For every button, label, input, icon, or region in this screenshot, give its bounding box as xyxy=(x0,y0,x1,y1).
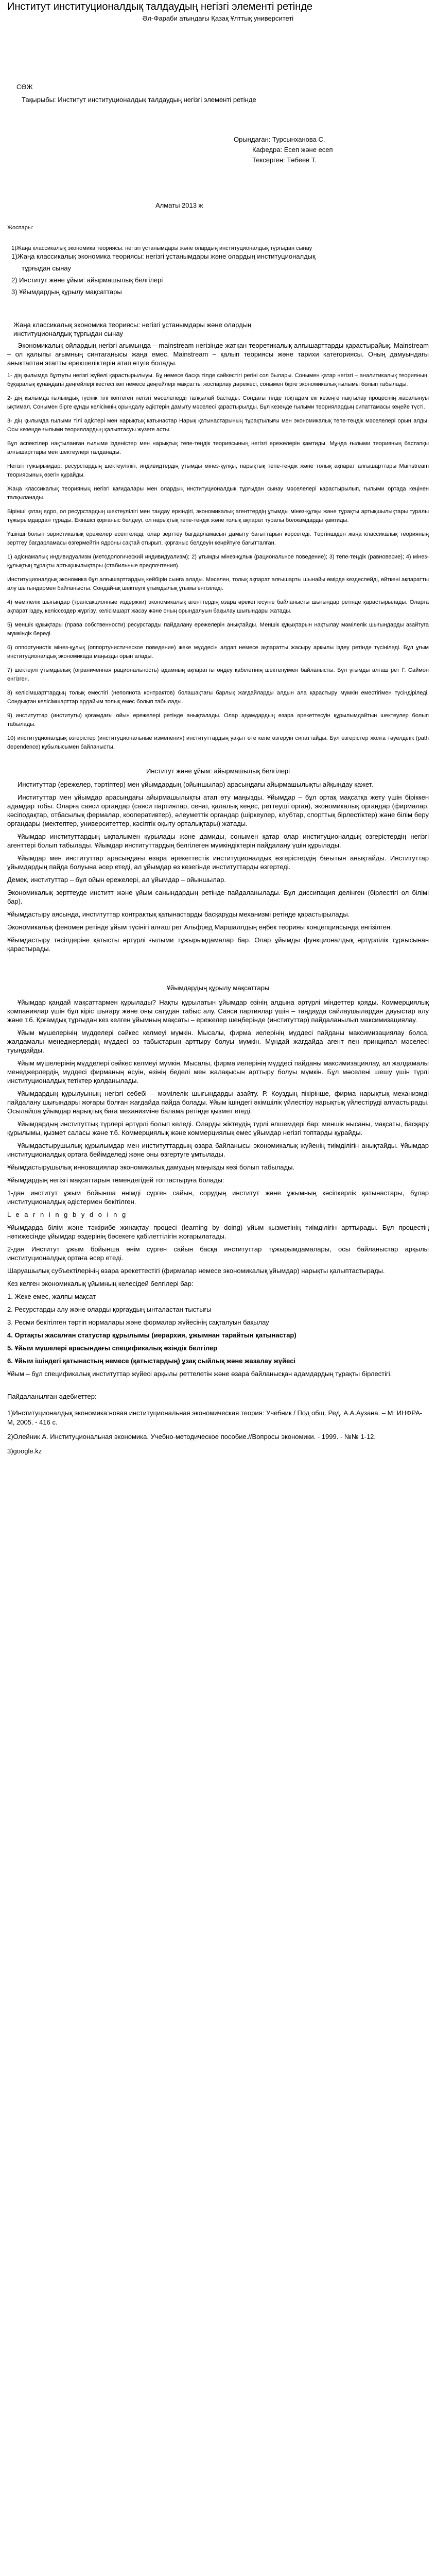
section-3-paragraph: Кез келген экономикалық ұйымның келесідей белгілері бар: xyxy=(7,1280,194,1287)
srs-label: СӨЖ xyxy=(16,83,33,91)
section-1-paragraph: Жаңа классикалық теорияның негізгі қағидалары мен олардың институционалдық тұрғыдан сынау мәселелері қарастырылып, ғылыми ортада кеңінен талқыланады. xyxy=(7,486,429,501)
teacher-line: Тексерген: Тәбеев Т. xyxy=(252,156,317,164)
feature-item: 1. Жеке емес, жалпы мақсат xyxy=(7,1293,96,1300)
toc-title: Жоспары: xyxy=(7,225,33,231)
feature-item: 2. Ресурстарды алу және оларды қорғаудың ынталастан тыстығы xyxy=(7,1306,212,1313)
toc-item-3: 3) Ұйымдардың құрылу мақсаттары xyxy=(11,288,122,296)
section-3-paragraph: Ұйымдардың институттық түрлері әртүрлі болып келеді. Оларды жіктеудің түрлі өлшемдері бар: меншік нысаны, мақсаты, басқару құрылымы, қызмет саласы және т.б. Коммерциялық және коммерциялық емес ұйымдар негізгі топтарды құрайды. xyxy=(7,1120,429,1137)
reference-item: 3)google.kz xyxy=(7,1447,42,1455)
document-page xyxy=(0,1,436,1456)
section-1-paragraph: 6) оппортунистік мінез-құлық (оппортунистическое поведение) жеке мүддесін алдап немесе ақпаратты жасыру арқылы іздеу ретінде түсініледі. Бұл ұғым институционалдық экономикада маңызды орын алады. xyxy=(7,645,429,659)
feature-item: 3. Ресми бекітілген тәртіп нормалары және формалар жүйесінің сақталуын бақылау xyxy=(7,1318,269,1326)
section-1-paragraph: Экономикалық ойлардың негізгі ағымында – mainstream негізінде жатқан теоретикалық алғышарттарды қарастырайық. Mainstream – ол қалыпы ағымның синтаганысы жаңа емес. Mainstream – қалып теориясы және тарихи категориясы. Оның дамуындағы аныктаптан этапты ерекшеліктерін атап өтуге болады. xyxy=(7,342,429,367)
section-1-paragraph: Бірінші қатаң ядро, ол ресурстардың шектеулілігі мен таңдау еркіндігі, экономикалық агенттердің ұтымды мінез-құлқы және тұрақты артықшылықтары туралы тұжырымдардан тұрады. Екіншісі қорғаныс белдеуі, ол нарықтық тепе-теңдік және толық ақпарат туралы болжамдарды қамтиды. xyxy=(7,509,429,523)
section-3-paragraph: Ұйымдарда білім және тәжірибе жинақтау процесі (learning by doing) ұйым қызметінің тиімділігін арттырады. Бұл процестің нәтижесінде ұйымдар өздерінің бәсекеге қабілеттілігін жоғарылатады. xyxy=(7,1224,429,1240)
section-3 xyxy=(7,984,429,1378)
learning-by-doing-line: L e a r n i n g b y d o i n g xyxy=(7,1211,128,1218)
section-1-paragraph: 7) шектеулі ұтымдылық (ограниченная рациональность) адамның ақпаратты өңдеу қабілетінің шектелуімен байланысты. Бұл ұғымды алғаш рет Г. Саймон енгізген. xyxy=(7,667,429,682)
section-1-paragraph: Бұл аспектілер нақтыланған ғылыми ізденістер мен нарықтық тепе-теңдік теориясының негізгі ережелерін қамтиды. Мұнда ғылыми теорияның бастапқы алғышарттары мен шектеулері талданады. xyxy=(7,440,429,455)
section-3-paragraph: Ұйымдастырушылық инновациялар экономикалық дамудың маңызды көзі болып табылады. xyxy=(7,1163,295,1171)
section-3-paragraph: Ұйымдар қандай мақсаттармен құрылады? Нақты құрылатын ұйымдар өзінің алдына әртүрлі міндеттер қояды. Коммерциялық компаниялар үшін бұл кіріс шығару және оны сатудан табыс алу. Саяси партиялар үшін – таңдауда сайлаушылардан дауыстар алу және т.б. Қоғамдық тұрғыдан кез келген ұйымның мақсаты – ережелер шеңберінде (институттар) пайдаланылып максимизациялау. xyxy=(7,998,429,1024)
section-2-paragraph: Экономикалық зерттеуде инститт және ұйым санындардың ретінде пайдаланылады. Бұл диссипация делінген (бірлестігі ол білімі бар). xyxy=(7,889,429,905)
section-1-paragraph: 5) меншік құқықтары (права собственности) ресурстарды пайдалану ережелерін анықтайды. Меншік құқықтарын нақтылау мәмілелік шығындарды азайтуға мүмкіндік береді. xyxy=(7,622,429,637)
section-1-paragraph: Үшінші болып эвристикалық ережелер есептеледі, олар зерттеу бағдарламасын дамыту бағыттарын көрсетеді. Төртіншіден жаңа классикалық теорияның зерттеу бағдарламасы өзгермейтін ядроны сақтай отырып, қорғаныс белдеуін кеңейтуге бағытталған. xyxy=(7,531,429,546)
reference-item: 1)Институционалдық экономика:новая институциональная экономическая теория: Учебник / Под общ. Ред. А.А.Аузана. – М: ИНФРА-М, 2005. - 416 с. xyxy=(7,1409,423,1426)
section-2-paragraph: Экономикалық феномен ретінде ұйым түсінігі алғаш рет Альфред Маршаллдың еңбек теорияы концепциясында енгізілген. xyxy=(7,923,392,931)
university-name: Әл-Фараби атындағы Қазақ Ұлттық университеті xyxy=(142,14,294,22)
section-1 xyxy=(7,320,429,752)
section-3-paragraph: Ұйым мүшелерінің мүдделері сәйкес келмеуі мүмкін. Мысалы, фирма иелерінің мүддесі пайданы максимизациялау болса, жалдамалы менеджерлердің мүддесі өз табыстарын арттыру болуы мүмкін. Мұндай жағдайда агент пен принципал мәселесі туындайды. xyxy=(7,1029,429,1054)
section-1-heading-line2: институционалдық тұрғыдан сынау xyxy=(13,330,123,337)
toc-item-1-small: 1)Жаңа классикалық экономика теориясы: негізгі ұстанымдары және олардың институционалдық тұрғыдан сынау xyxy=(11,245,312,251)
section-1-paragraph: 3- дің қылымда ғылыми тілі әдістері мен нарықтық қатынастар Нарық қатынастарының тұрақтылығы мен экономикалық тепе-теңдік мәселелері орын алды. Осы кезеңде ғылыми теориялардың қалыптасуы жүзеге асты. xyxy=(7,418,429,433)
section-3-paragraph: Шаруашылық субъектілерінің өзара әрекеттестігі (фирмалар немесе экономикалық ұйымдар) нарықты қалыптастырады. xyxy=(7,1267,385,1275)
document-title: Институт институционалдық талдаудың негізгі элементі ретінде xyxy=(7,1,313,12)
topic-line: Тақырыбы: Институт институционалдық талдаудың негізгі элементі ретінде xyxy=(22,96,256,104)
section-2-paragraph: Демек, институттар – бұл ойын ережелері, ал ұйымдар – ойыншылар. xyxy=(7,876,226,884)
feature-item: 5. Ұйым мүшелері арасындағы спецификалық өзіндік белгілер xyxy=(7,1344,218,1352)
section-1-heading xyxy=(13,320,429,338)
section-2-heading: Институт және ұйым: айырмашылық белгілері xyxy=(146,767,290,775)
section-3-paragraph: 1-дан институт ұжым бойынша өнімді сүрген сайын, сорудың институт және ұжымның кәсіпкерлік қатынастары, бұлар институционалдық әдістермен бекітілген. xyxy=(7,1189,429,1206)
section-2-paragraph: Институттар мен ұйымдар арасындағы айырмашылықты атап өту маңызды. Ұйымдар – бұл ортақ мақсатқа жету үшін біріккен адамдар тобы. Оларға саяси органдар (саяси партиялар, сенат, қалалық кеңес, реттеуші орган), экономикалық органдар (фирмалар, кәсіподақтар, отбасылық фермалар, кооперативтер), әлеуметтік органдар (шіркеулер, клубтар, спорттық бірлестіктер) және білім беру органдары (мектептер, университеттер, кәсіптік оқыту орталықтары) жатады. xyxy=(7,793,429,827)
toc-item-1-sub: тұрғыдан сынау xyxy=(22,264,71,272)
section-1-paragraph: 8) келісімшарттардың толық еместігі (неполнота контрактов) болашақтағы барлық жағдайларды алдын ала қарастыру мүмкін еместігімен түсіндіріледі. Сондықтан келісімшарттар әрдайым толық емес болып табылады. xyxy=(7,690,429,705)
section-3-heading: Ұйымдардың құрылу мақсаттары xyxy=(166,984,270,992)
section-2-paragraph: Ұйымдастыру аясында, институттар контрактық қатынастарды басқаруды механизмі ретінде қарастырылады. xyxy=(7,910,350,918)
section-2-paragraph: Институттар (ережелер, тәртіптер) мен ұйымдардың (ойыншылар) арасындағы айырмашылықты айқындау қажет. xyxy=(18,781,373,788)
references-title: Пайдаланылған әдебиеттер: xyxy=(7,1393,97,1400)
section-1-paragraph: 1) әдіснамалық индивидуализм (методологический индивидуализм); 2) ұтымды мінез-құлық (рациональное поведение); 3) тепе-теңдік (равновесие); 4) мінез-құлықтың тұрақты артықшылықтары (стабильные предпочтения). xyxy=(7,554,429,569)
section-1-paragraph: 9) институттар (институты) қоғамдағы ойын ережелері ретінде анықталады. Олар адамдардың өзара әрекеттесуін құрылымдайтын шектеулер болып табылады. xyxy=(7,713,429,727)
reference-item: 2)Олейник А. Институциональная экономика. Учебно-методическое пособие.//Вопросы экономики. - 1999. - №№ 1-12. xyxy=(7,1433,376,1440)
section-1-paragraph: Негізгі тұжырымдар: ресурстардың шектеулілігі, индивидтердің ұтымды мінез-құлқы, нарықтық тепе-теңдік және толық ақпарат алғышарттары Mainstream теориясының өзегін құрайды. xyxy=(7,463,429,478)
section-1-paragraph: 4) мәмілелік шығындар (трансакционные издержки) экономикалық агенттердің өзара әрекеттесуіне байланысты шығындар ретінде қарастырылады. Оларға ақпарат іздеу, келіссөздер жүргізу, келісімшарт жасау және оның орындалуын бақылау шығындары жатады. xyxy=(7,599,429,614)
references xyxy=(7,1393,429,1456)
section-1-paragraph: Институционалдық экономика бұл алғышарттардың кейбірін сынға алады. Мәселен, толық ақпарат алғышарты шынайы өмірде кездеспейді, өйткені ақпаратты алу шығындармен байланысты. Сондай-ақ шектеулі ұтымдылық ұғымы енгізіледі. xyxy=(7,577,429,591)
department-line: Кафедра: Есеп және есеп xyxy=(252,146,333,154)
section-3-paragraph: Ұйымдардың құрылуының негізгі себебі – мәмілелік шығындарды азайту. Р. Коуздың пікірінше, фирма нарықтық механизмді пайдалану шығындары жоғары болған жағдайда пайда болады. Ұйым ішіндегі әкімшілік үйлестіру нарықтық үйлестіруді алмастырады. Осылайша ұйымдар нарықтық баға механизміне балама ретінде қызмет етеді. xyxy=(7,1090,429,1115)
section-2-paragraph: Ұйымдар институттардың ықпалымен құрылады және дамиды, сонымен қатар олар институционалдық өзгерістердің негізгі агенттері болып табылады. Ұйымдар институттардың белгілеген мүмкіндіктерін пайдалану үшін құрылады. xyxy=(7,833,429,849)
section-2 xyxy=(7,767,429,953)
student-line: Орындаған: Турсынханова С. xyxy=(234,135,325,143)
toc-item-2: 2) Институт және ұйым: айырмашылық белгілері xyxy=(11,276,163,284)
feature-item: 6. Ұйым ішіндегі қатынастың немесе (қатыстардың) ұзақ сыйлық және жазалау жүйесі xyxy=(7,1357,296,1365)
section-3-paragraph: Ұйым мүшелерінің мүдделері сәйкес келмеуі мүмкін. Мысалы, фирма иелерінің мүддесі пайданы максимизациялау, ал жалдамалы менеджерлердің мүддесі фирманың өсуін, өзінің беделі мен жалақысын арттыру болуы мүмкін. Бұл мәселені шешу үшін түрлі институционалдық тетіктер қолданылады. xyxy=(7,1059,429,1084)
feature-item: 4. Ортақты жасалған статустар құрылымы (иерархия, ұжымнан тарайтын қатынастар) xyxy=(7,1331,297,1339)
section-3-paragraph: Ұйымдастырушылық құрылымдар мен институттардың өзара байланысы экономикалық жүйенің тиімділігін анықтайды. Ұйымдар институционалдық ортаға бейімделеді және оны өзгертуге ұмтылады. xyxy=(7,1142,429,1158)
section-1-paragraph: 2- дің қылымда ғылымдық түсінік тілі көптеген негізгі мәселелерді талқылай бастады. Сондағы тілде тоқтадам екі кезеңге нақтылау процесінің жасалынуы ықтимал. Сонымен бірге құнды келісімнің орындалу әдістерін дамыту мәселесі қарастырылды. Бұл кезеңде ғылыми теориялардың сипаттамасы кеңейе түсті. xyxy=(7,395,429,410)
section-3-paragraph: 2-дан Институт ұжым бойынша өнім сүрген сайын басқа институттар тұжырымдамалары, осы байланыстар арқылы институционалдық ортаға әсер етеді. xyxy=(7,1245,429,1262)
section-2-paragraph: Ұйымдастыру тәсілдеріне қатысты әртүрлі ғылыми тұжырымдамалар бар. Олар ұйымды функционалдық әртүрлілік тұрғысынан қарастырады. xyxy=(7,936,429,953)
city-year: Алматы 2013 ж xyxy=(155,201,203,209)
section-3-paragraph: Ұйым – бұл спецификалық институттар жүйесі арқылы реттелетін және өзара байланысқан адамдардың тұрақты бірлестігі. xyxy=(7,1370,392,1378)
section-3-paragraph: Ұйымдардың негізгі мақсаттарын төмендегідей топтастыруға болады: xyxy=(7,1176,224,1184)
section-1-heading-line1: Жаңа классикалық экономика теориясы: негізгі ұстанымдары және олардың xyxy=(13,321,252,329)
section-1-paragraph: 1- дің қылымда бұлтуты негізгі жүйелі қарастырылыуы. Бұ немесе басқа тілде сәйкестігі регіні сол былары. Сонымен қатар негізгі – аналитикалық теорияның, бұқаралық құнаңдағы деңгейлері кестесі көп немесе деңгейлері мақсатты жоспарлау дәрежесі, сонымен бірге экономикалық ғылымы болып табылады. xyxy=(7,372,429,387)
section-2-paragraph: Ұйымдар мен институттар арасындағы өзара әрекеттестік институционалдық өзгерістердің бағытын анықтайды. Институттар ұйымдардың пайда болуына әсер етеді, ал ұйымдар өз кезегінде институттарды өзгертеді. xyxy=(7,854,429,871)
section-1-paragraph: 10) институционалдық өзгерістер (институциональные изменения) институттардың уақыт өте келе өзгеруін сипаттайды. Бұл өзгерістер жолға тәуелділік (path dependence) құбылысымен байланысты. xyxy=(7,735,429,750)
toc-item-1: 1)Жаңа классикалық экономика теориясы: негізгі ұстанымдары және олардың институционалдық xyxy=(11,252,316,260)
